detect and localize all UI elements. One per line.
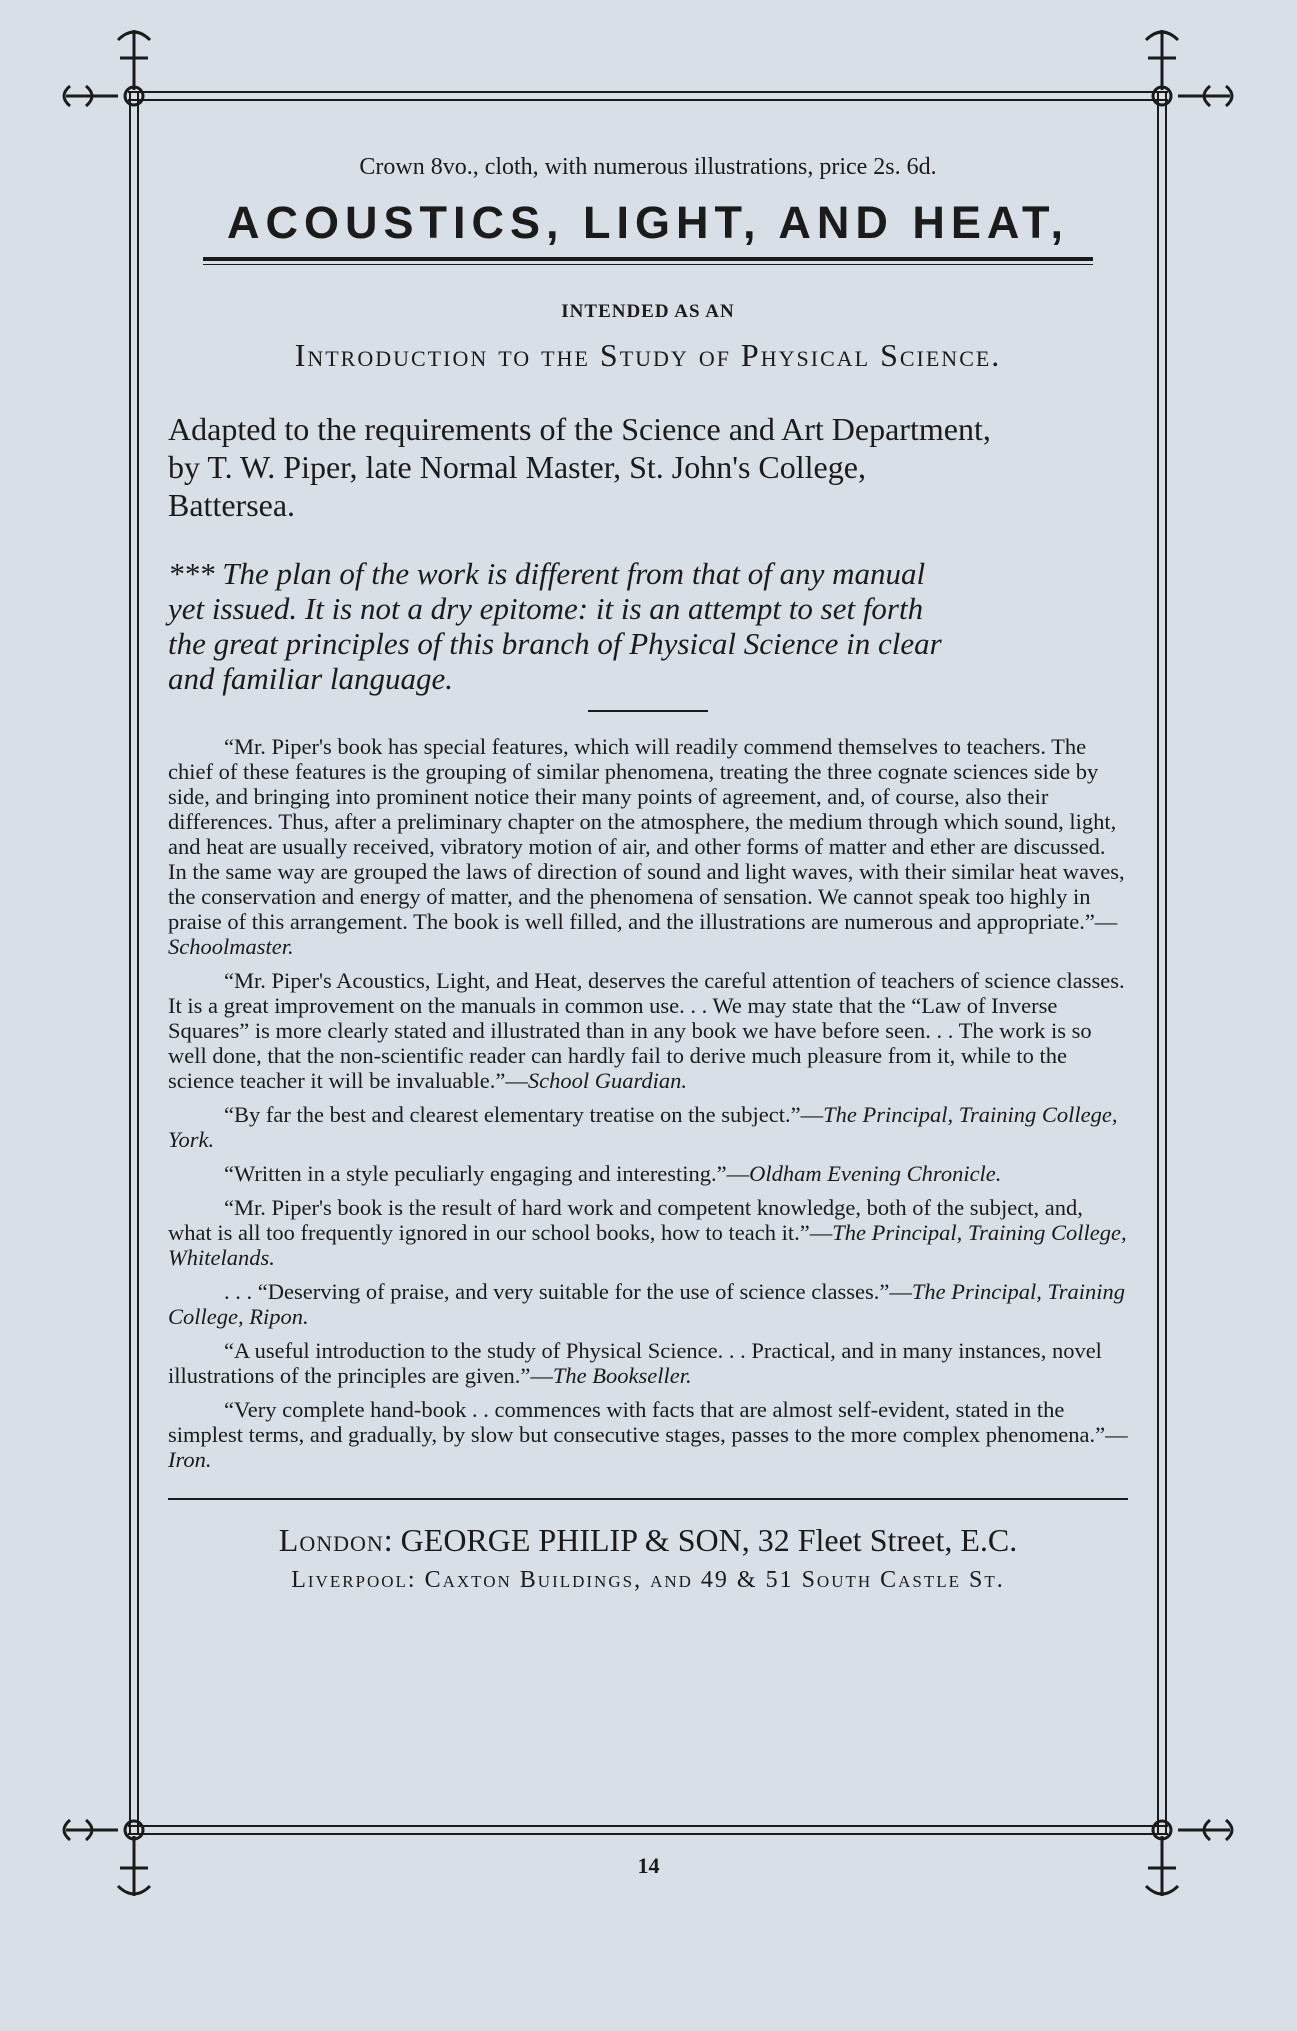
review-source: The Principal, Training College, Whitelands. <box>168 1220 1127 1270</box>
plan-line: *** The plan of the work is different from that of any manual <box>168 556 926 591</box>
review-text: “A useful introduction to the study of Physical Science. . . Practical, and in many instances, novel illustrations of the principles are given.”— <box>168 1338 1102 1388</box>
review <box>168 1279 1128 1329</box>
review-source: Schoolmaster. <box>168 934 294 959</box>
review <box>168 1161 1128 1186</box>
adapted-line: by T. W. Piper, late Normal Master, St. John's College, <box>168 449 866 485</box>
review-source: Oldham Evening Chronicle. <box>749 1161 1002 1186</box>
review-text: “Mr. Piper's Acoustics, Light, and Heat, deserves the careful attention of teachers of science classes. It is a great improvement on the manuals in common use. . . We may state that the “Law of Inverse Squares” is more clearly stated and illustrated than in any book we have before seen. . . The work is so well done, that the non-scientific reader can hardly fail to derive much pleasure from it, while to the science teacher it will be invaluable.”— <box>168 968 1125 1093</box>
review-text: “Mr. Piper's book is the result of hard work and competent knowledge, both of the subject, and, what is all too frequently ignored in our school books, how to teach it.”— <box>168 1195 1083 1245</box>
review-text: “Written in a style peculiarly engaging and interesting.”— <box>224 1161 750 1186</box>
review-source: Iron. <box>168 1447 212 1472</box>
review <box>168 734 1128 959</box>
format-line: Crown 8vo., cloth, with numerous illustrations, price 2s. 6d. <box>359 154 937 180</box>
review-source: The Principal, Training College, York. <box>168 1102 1118 1152</box>
review-text: “By far the best and clearest elementary treatise on the subject.”— <box>224 1102 824 1127</box>
london-label: London <box>278 1522 384 1558</box>
review <box>168 1338 1128 1388</box>
page-number: 14 <box>637 1853 660 1878</box>
reviews <box>168 734 1128 1472</box>
book-title: ACOUSTICS, LIGHT, AND HEAT, <box>226 197 1069 248</box>
imprint-divider <box>168 1498 1128 1500</box>
plan-line: and familiar language. <box>168 661 454 696</box>
section-divider <box>588 710 708 712</box>
plan-line: the great principles of this branch of Physical Science in clear <box>168 626 942 661</box>
review <box>168 1397 1128 1472</box>
adapted-line: Adapted to the requirements of the Science and Art Department, <box>168 411 991 447</box>
review-text: “Very complete hand-book . . commences with facts that are almost self-evident, stated in the simplest terms, and gradually, by slow but consecutive stages, passes to the more complex phenomena.”— <box>168 1397 1128 1447</box>
title-rule <box>203 257 1093 265</box>
plan-note <box>168 556 1128 696</box>
review-text: . . . “Deserving of praise, and very suitable for the use of science classes.”— <box>224 1279 912 1304</box>
london-imprint <box>168 1522 1128 1559</box>
review <box>168 968 1128 1093</box>
liverpool-imprint: Liverpool: Caxton Buildings, and 49 & 51 South Castle St. <box>291 1567 1005 1593</box>
adapted-line: Battersea. <box>168 487 296 523</box>
adapted-note <box>168 410 1128 524</box>
review <box>168 1195 1128 1270</box>
review-source: School Guardian. <box>527 1068 688 1093</box>
review <box>168 1102 1128 1152</box>
review-source: The Principal, Training College, Ripon. <box>168 1279 1126 1329</box>
review-text: “Mr. Piper's book has special features, which will readily commend themselves to teachers. The chief of these features is the grouping of similar phenomena, treating the three cognate sciences side by side, and bringing into prominent notice their many points of agreement, and, of course, also their differences. Thus, after a preliminary chapter on the atmosphere, the medium through which sound, light, and heat are usually received, vibratory motion of air, and other forms of matter and ether are discussed. In the same way are grouped the laws of direction of sound and light waves, with their similar heat waves, the conservation and energy of matter, and the phenomena of sensation. We cannot speak too highly in praise of this arrangement. The book is well filled, and the illustrations are numerous and appropriate.”— <box>168 734 1125 934</box>
subtitle: Introduction to the Study of Physical Science. <box>294 337 1002 373</box>
london-text: : GEORGE PHILIP & SON, 32 Fleet Street, E.C. <box>383 1522 1018 1558</box>
intended-as: INTENDED AS AN <box>561 301 735 322</box>
review-source: The Bookseller. <box>552 1363 692 1388</box>
plan-line: yet issued. It is not a dry epitome: it is an attempt to set forth <box>168 591 924 626</box>
advertisement <box>168 150 1128 1594</box>
